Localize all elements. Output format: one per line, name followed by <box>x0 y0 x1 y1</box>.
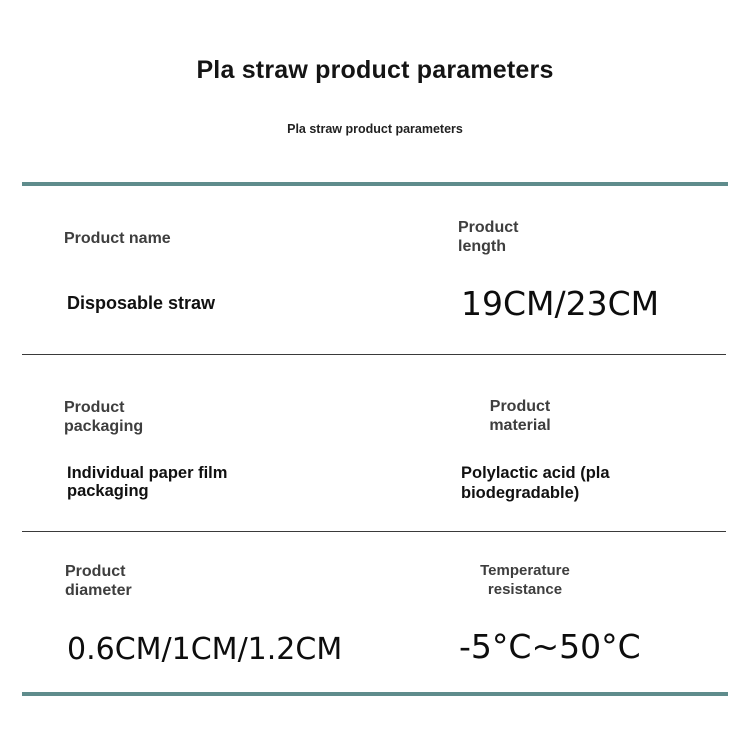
row-divider-2 <box>22 531 726 532</box>
temperature-resistance-value: -5°C~50°C <box>459 627 641 666</box>
product-name-label: Product name <box>64 230 171 247</box>
product-diameter-label: Product diameter <box>65 563 132 599</box>
temperature-resistance-label: Temperature resistance <box>480 562 570 598</box>
page-title: Pla straw product parameters <box>196 56 554 84</box>
product-material-label: Product material <box>489 398 551 434</box>
product-diameter-value: 0.6CM/1CM/1.2CM <box>67 632 343 667</box>
product-packaging-value: Individual paper film packaging <box>67 464 228 500</box>
product-length-label: Product length <box>458 219 519 255</box>
product-name-value: Disposable straw <box>67 293 216 313</box>
product-length-value: 19CM/23CM <box>461 284 660 323</box>
product-material-value: Polylactic acid (pla biodegradable) <box>461 464 610 502</box>
top-accent-rule <box>22 182 728 186</box>
product-packaging-label: Product packaging <box>64 399 144 435</box>
row-divider-1 <box>22 354 726 355</box>
page-subtitle: Pla straw product parameters <box>287 122 463 136</box>
bottom-accent-rule <box>22 692 728 696</box>
